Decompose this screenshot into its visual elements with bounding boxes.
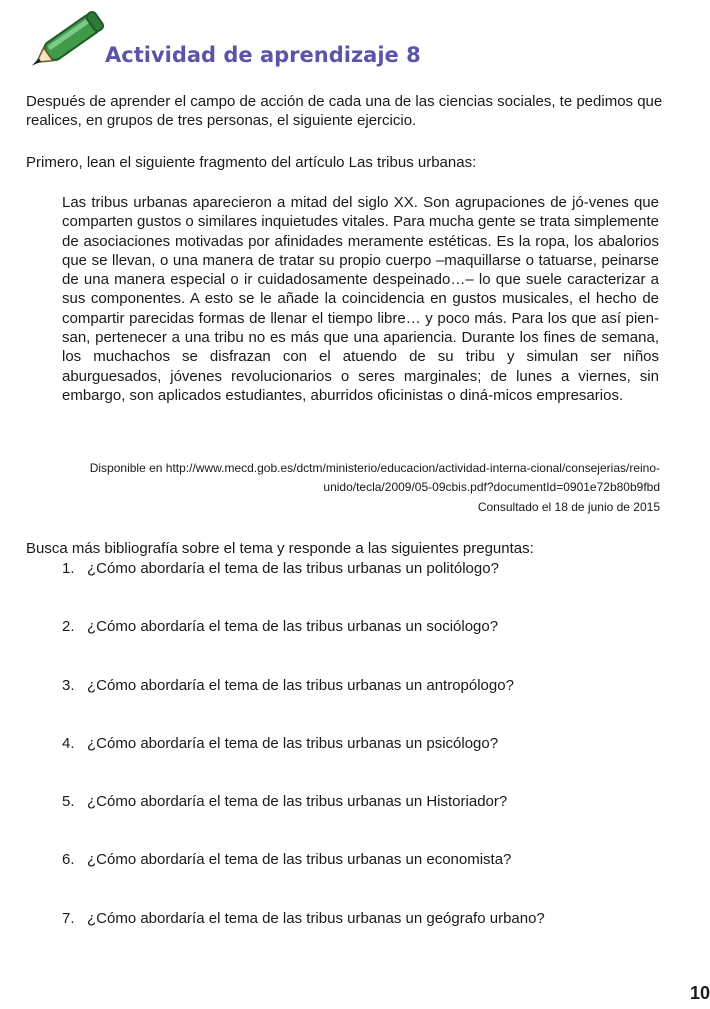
quote-source: Disponible en http://www.mecd.gob.es/dctm/ministerio/educacion/actividad-interna-cional/consejerias/reino-unido/tecla/2009/05-09cbis.pdf?documentId=0901e72b80b9fbd (89, 461, 660, 494)
question-item (62, 909, 545, 967)
question-item (62, 617, 545, 675)
question-number: 2. (62, 618, 75, 636)
question-number: 4. (62, 734, 75, 752)
question-number: 7. (62, 909, 75, 927)
question-number: 5. (62, 793, 75, 811)
second-instruction: Busca más bibliografía sobre el tema y responde a las siguientes preguntas: (26, 540, 534, 557)
question-text: ¿Cómo abordaría el tema de las tribus urbanas un geógrafo urbano? (87, 909, 545, 927)
question-text: ¿Cómo abordaría el tema de las tribus urbanas un Historiador? (87, 793, 508, 811)
page-number: 10 (690, 983, 710, 1003)
question-text: ¿Cómo abordaría el tema de las tribus urbanas un psicólogo? (87, 734, 499, 752)
question-item (62, 792, 545, 850)
article-quote: Las tribus urbanas aparecieron a mitad del siglo XX. Son agrupaciones de jó-venes que comparten gustos o similares inquietudes vitales. Para mucha gente se trata simplemente de asociaciones motivadas por afinidades meramente estéticas. Es la ropa, los abalorios que se llevan, o una manera de tratar su propio cuerpo –maquillarse o tatuarse, peinarse de una manera especial o ir cuidadosamente despeinado…– lo que suele caracterizar a sus componentes. A esto se le añade la coincidencia en gustos musicales, el hecho de compartir parecidas formas de llenar el tiempo libre… y poco más. Para los que así pien-san, pertenecer a una tribu no es más que una apariencia. Durante los fines de semana, los muchachos se disfrazan con el atuendo de su tribu y simulan ser niños aburguesados, jóvenes revolucionarios o seres marginales; de lunes a viernes, sin embargo, son aplicados estudiantes, aburridos oficinistas o diná-micos empresarios. (62, 194, 659, 404)
question-text: ¿Cómo abordaría el tema de las tribus urbanas un antropólogo? (87, 676, 514, 694)
pen-icon (22, 6, 112, 76)
intro-paragraph: Después de aprender el campo de acción de cada una de las ciencias sociales, te pedimos que realices, en grupos de tres personas, el siguiente ejercicio. (26, 93, 663, 129)
question-item (62, 734, 545, 792)
question-item (62, 676, 545, 734)
question-item (62, 559, 545, 617)
question-number: 3. (62, 676, 75, 694)
question-text: ¿Cómo abordaría el tema de las tribus urbanas un economista? (87, 851, 512, 869)
question-number: 1. (62, 560, 75, 577)
question-text: ¿Cómo abordaría el tema de las tribus urbanas un sociólogo? (87, 618, 499, 636)
questions-list (62, 559, 545, 967)
page-title: Actividad de aprendizaje 8 (105, 43, 421, 67)
question-number: 6. (62, 851, 75, 869)
quote-consulted-date: Consultado el 18 de junio de 2015 (477, 500, 660, 514)
question-item (62, 850, 545, 908)
question-text: ¿Cómo abordaría el tema de las tribus urbanas un politólogo? (87, 560, 499, 577)
first-instruction: Primero, lean el siguiente fragmento del artículo Las tribus urbanas: (26, 154, 477, 171)
